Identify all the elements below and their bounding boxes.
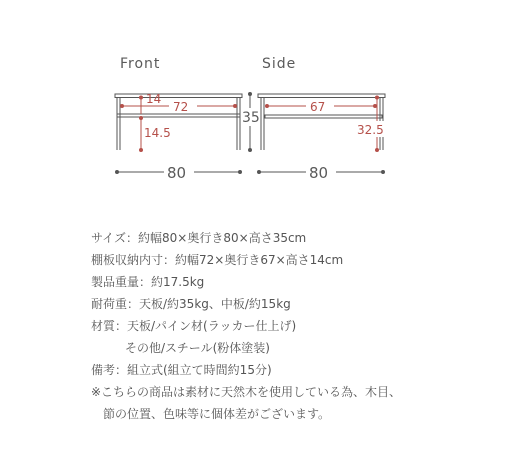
front-top-shelf-height-label: 14 — [146, 92, 162, 106]
spec-disclaimer-line1: ※こちらの商品は素材に天然木を使用している為、木目、 — [91, 385, 402, 399]
front-width-label: 80 — [167, 164, 187, 182]
side-inner-height-label: 32.5 — [357, 123, 384, 137]
spec-shelf-inner-dimensions: 棚板収納内寸：約幅72×奥行き67×高さ14cm — [91, 253, 344, 267]
spec-weight: 製品重量：約17.5kg — [91, 275, 205, 289]
front-bottom-height-label: 14.5 — [144, 126, 171, 140]
total-height-label: 35 — [242, 110, 260, 126]
spec-size: サイズ：約幅80×奥行き80×高さ35cm — [91, 231, 307, 245]
spec-material-other: その他/スチール(粉体塗装) — [125, 341, 270, 355]
front-inner-width-label: 72 — [173, 100, 189, 114]
overall-width-dims — [115, 170, 385, 174]
spec-load-capacity: 耐荷重：天板/約35kg、中板/約15kg — [91, 297, 291, 311]
spec-material: 材質：天板/パイン材(ラッカー仕上げ) — [91, 319, 297, 333]
dimension-diagram — [0, 0, 512, 200]
front-view-title: Front — [120, 56, 161, 72]
spec-disclaimer-line2: 節の位置、色味等に個体差がございます。 — [103, 407, 331, 421]
side-view-title: Side — [262, 56, 297, 72]
side-depth-label: 80 — [309, 164, 329, 182]
spec-list — [91, 227, 401, 425]
side-inner-depth-label: 67 — [310, 100, 326, 114]
spec-notes: 備考：組立式(組立て時間約15分) — [91, 363, 272, 377]
